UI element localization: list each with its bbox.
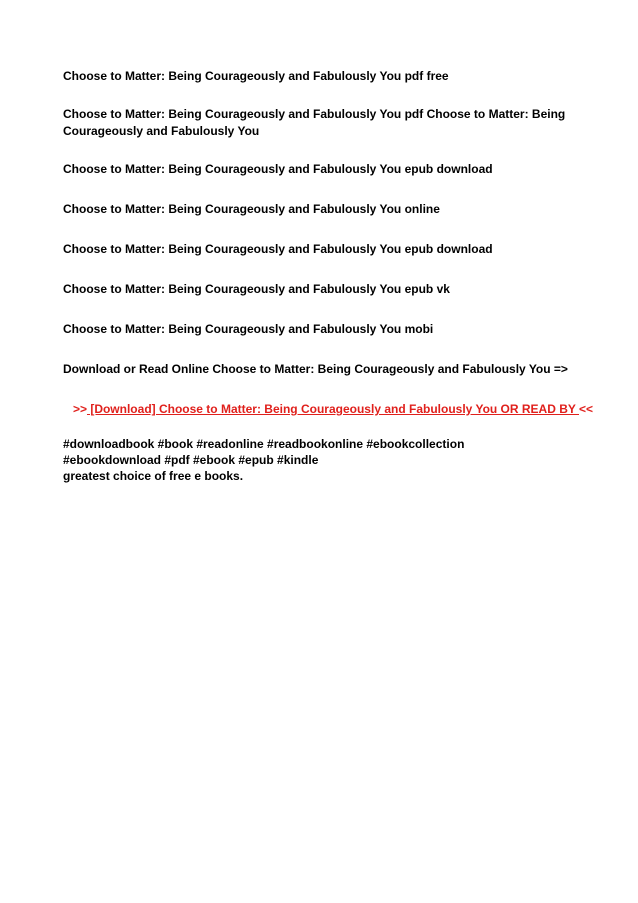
text-line-epub-download: Choose to Matter: Being Courageously and Fabulously You epub download bbox=[63, 162, 493, 176]
hashtags-line-1: #downloadbook #book #readonline #readbookonline #ebookcollection bbox=[63, 437, 465, 451]
tagline: greatest choice of free e books. bbox=[63, 469, 244, 483]
download-link[interactable]: [Download] Choose to Matter: Being Courageously and Fabulously You OR READ BY bbox=[86, 402, 580, 416]
hashtags-block bbox=[63, 436, 603, 484]
text-line-epub-vk: Choose to Matter: Being Courageously and Fabulously You epub vk bbox=[63, 282, 450, 296]
text-line-mobi: Choose to Matter: Being Courageously and Fabulously You mobi bbox=[63, 322, 434, 336]
hashtags-line-2: #ebookdownload #pdf #ebook #epub #kindle bbox=[63, 453, 319, 467]
text-line-pdf: Choose to Matter: Being Courageously and Fabulously You pdf Choose to Matter: Being Courageously and Fabulously You bbox=[63, 107, 566, 138]
text-line-online: Choose to Matter: Being Courageously and Fabulously You online bbox=[63, 202, 440, 216]
download-suffix: << bbox=[579, 402, 594, 416]
text-line-download-or-read: Download or Read Online Choose to Matter: Being Courageously and Fabulously You => bbox=[63, 362, 568, 376]
download-prefix: >> bbox=[72, 402, 87, 416]
document-page bbox=[63, 68, 603, 484]
text-line-pdf-free: Choose to Matter: Being Courageously and Fabulously You pdf free bbox=[63, 69, 449, 83]
download-block bbox=[63, 401, 603, 418]
text-line-epub-download-2: Choose to Matter: Being Courageously and Fabulously You epub download bbox=[63, 242, 493, 256]
